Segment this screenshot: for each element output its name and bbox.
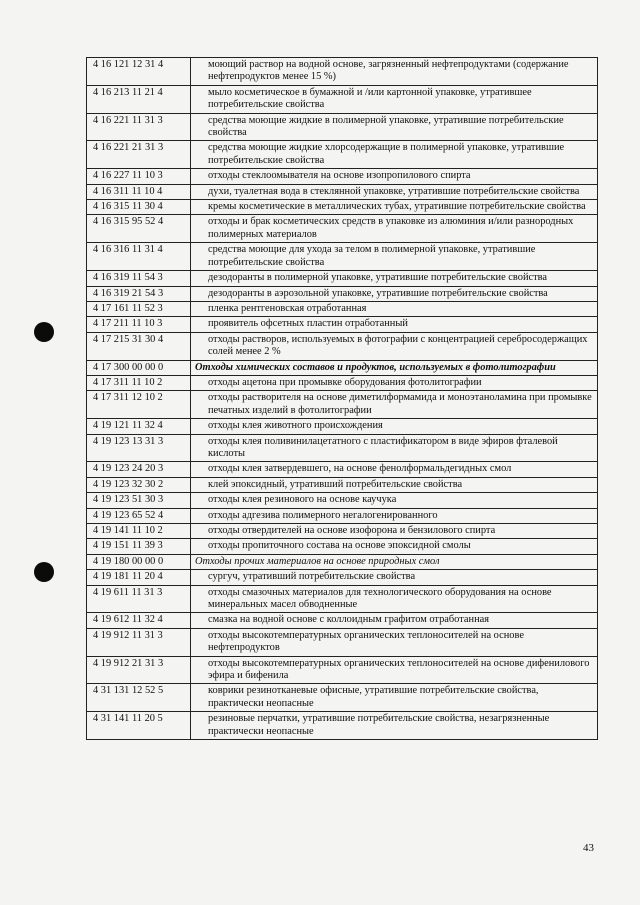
table-row [87,85,598,113]
table-row [87,628,598,656]
table-row [87,317,598,332]
table-row [87,301,598,316]
waste-code-cell: 4 19 151 11 39 3 [87,539,191,554]
table-row [87,169,598,184]
table-row [87,271,598,286]
waste-code-cell: 4 17 311 11 10 2 [87,375,191,390]
waste-code-cell: 4 19 123 24 20 3 [87,462,191,477]
section-heading-cell: Отходы химических составов и продуктов, используемых в фотолитографии [191,360,598,375]
waste-code-cell: 4 31 131 12 52 5 [87,684,191,712]
waste-description-cell: сургуч, утративший потребительские свойства [191,570,598,585]
waste-description-cell: коврики резинотканевые офисные, утратившие потребительские свойства, практически неопасные [191,684,598,712]
waste-description-cell: отходы высокотемпературных органических теплоносителей на основе дифенилового эфира и бифенила [191,656,598,684]
table-row [87,508,598,523]
table-row [87,570,598,585]
section-heading-cell: Отходы прочих материалов на основе природных смол [191,554,598,569]
waste-description-cell: проявитель офсетных пластин отработанный [191,317,598,332]
waste-description-cell: мыло косметическое в бумажной и /или картонной упаковке, утратившее потребительские свойства [191,85,598,113]
waste-code-cell: 4 19 123 32 30 2 [87,477,191,492]
waste-code-cell: 4 16 316 11 31 4 [87,243,191,271]
punch-hole-mark [34,562,54,582]
table-row [87,375,598,390]
waste-description-cell: пленка рентгеновская отработанная [191,301,598,316]
waste-description-cell: отходы отвердителей на основе изофорона и бензилового спирта [191,524,598,539]
table-row [87,539,598,554]
table-row [87,200,598,215]
table-row [87,656,598,684]
waste-description-cell: моющий раствор на водной основе, загрязненный нефтепродуктами (содержание нефтепродуктов менее 15 %) [191,58,598,86]
waste-code-cell: 4 19 123 51 30 3 [87,493,191,508]
table-row [87,243,598,271]
table-row [87,215,598,243]
waste-description-cell: отходы клея затвердевшего, на основе фенолформальдегидных смол [191,462,598,477]
waste-description-cell: отходы клея резинового на основе каучука [191,493,598,508]
waste-code-cell: 4 16 121 12 31 4 [87,58,191,86]
table-row [87,58,598,86]
table-row [87,554,598,569]
waste-code-cell: 4 17 211 11 10 3 [87,317,191,332]
waste-description-cell: духи, туалетная вода в стеклянной упаковке, утратившие потребительские свойства [191,184,598,199]
waste-code-cell: 4 17 300 00 00 0 [87,360,191,375]
waste-description-cell: резиновые перчатки, утратившие потребительские свойства, незагрязненные практически неопасные [191,712,598,740]
waste-description-cell: смазка на водной основе с коллоидным графитом отработанная [191,613,598,628]
waste-description-cell: отходы растворов, используемых в фотографии с концентрацией серебросодержащих солей менее 2 % [191,332,598,360]
table-row [87,286,598,301]
waste-code-cell: 4 31 141 11 20 5 [87,712,191,740]
waste-code-cell: 4 19 121 11 32 4 [87,419,191,434]
waste-description-cell: отходы стеклоомывателя на основе изопропилового спирта [191,169,598,184]
waste-description-cell: клей эпоксидный, утративший потребительские свойства [191,477,598,492]
waste-description-cell: дезодоранты в аэрозольной упаковке, утратившие потребительские свойства [191,286,598,301]
waste-code-cell: 4 17 311 12 10 2 [87,391,191,419]
waste-code-cell: 4 17 215 31 30 4 [87,332,191,360]
waste-code-cell: 4 19 141 11 10 2 [87,524,191,539]
waste-description-cell: отходы и брак косметических средств в упаковке из алюминия и/или разнородных полимерных материалов [191,215,598,243]
waste-code-cell: 4 16 213 11 21 4 [87,85,191,113]
punch-hole-mark [34,322,54,342]
waste-code-cell: 4 19 612 11 32 4 [87,613,191,628]
table-row [87,712,598,740]
waste-code-cell: 4 16 227 11 10 3 [87,169,191,184]
waste-code-cell: 4 19 912 21 31 3 [87,656,191,684]
table-body [87,58,598,740]
table-row [87,684,598,712]
waste-code-cell: 4 19 912 11 31 3 [87,628,191,656]
waste-code-cell: 4 19 123 65 52 4 [87,508,191,523]
waste-code-cell: 4 19 181 11 20 4 [87,570,191,585]
waste-description-cell: средства моющие жидкие хлорсодержащие в полимерной упаковке, утратившие потребительские свойства [191,141,598,169]
waste-classification-table [86,57,598,740]
waste-code-cell: 4 19 180 00 00 0 [87,554,191,569]
waste-description-cell: отходы клея поливинилацетатного с пластификатором в виде эфиров фталевой кислоты [191,434,598,462]
waste-code-cell: 4 17 161 11 52 3 [87,301,191,316]
waste-description-cell: отходы клея животного происхождения [191,419,598,434]
table-row [87,141,598,169]
waste-description-cell: кремы косметические в металлических тубах, утратившие потребительские свойства [191,200,598,215]
waste-description-cell: отходы высокотемпературных органических теплоносителей на основе нефтепродуктов [191,628,598,656]
waste-description-cell: дезодоранты в полимерной упаковке, утратившие потребительские свойства [191,271,598,286]
table-row [87,184,598,199]
page-number: 43 [583,842,594,854]
waste-code-cell: 4 16 315 95 52 4 [87,215,191,243]
waste-code-cell: 4 16 221 11 31 3 [87,113,191,141]
waste-code-cell: 4 16 319 21 54 3 [87,286,191,301]
waste-description-cell: отходы ацетона при промывке оборудования фотолитографии [191,375,598,390]
waste-description-cell: средства моющие жидкие в полимерной упаковке, утратившие потребительские свойства [191,113,598,141]
table-row [87,462,598,477]
waste-code-cell: 4 19 123 13 31 3 [87,434,191,462]
waste-code-cell: 4 16 315 11 30 4 [87,200,191,215]
table-row [87,585,598,613]
table-row [87,477,598,492]
waste-description-cell: отходы растворителя на основе диметилформамида и моноэтаноламина при промывке печатных изделий в фотолитографии [191,391,598,419]
waste-description-cell: отходы адгезива полимерного негалогенированного [191,508,598,523]
table-row [87,524,598,539]
waste-description-cell: средства моющие для ухода за телом в полимерной упаковке, утратившие потребительские свойства [191,243,598,271]
waste-code-cell: 4 16 319 11 54 3 [87,271,191,286]
waste-description-cell: отходы пропиточного состава на основе эпоксидной смолы [191,539,598,554]
table-row [87,493,598,508]
table-row [87,360,598,375]
table-row [87,434,598,462]
table-row [87,113,598,141]
table-row [87,419,598,434]
waste-description-cell: отходы смазочных материалов для технологического оборудования на основе минеральных масел обводненные [191,585,598,613]
table-row [87,391,598,419]
table-row [87,613,598,628]
waste-code-cell: 4 16 311 11 10 4 [87,184,191,199]
waste-code-cell: 4 19 611 11 31 3 [87,585,191,613]
table-row [87,332,598,360]
waste-code-cell: 4 16 221 21 31 3 [87,141,191,169]
